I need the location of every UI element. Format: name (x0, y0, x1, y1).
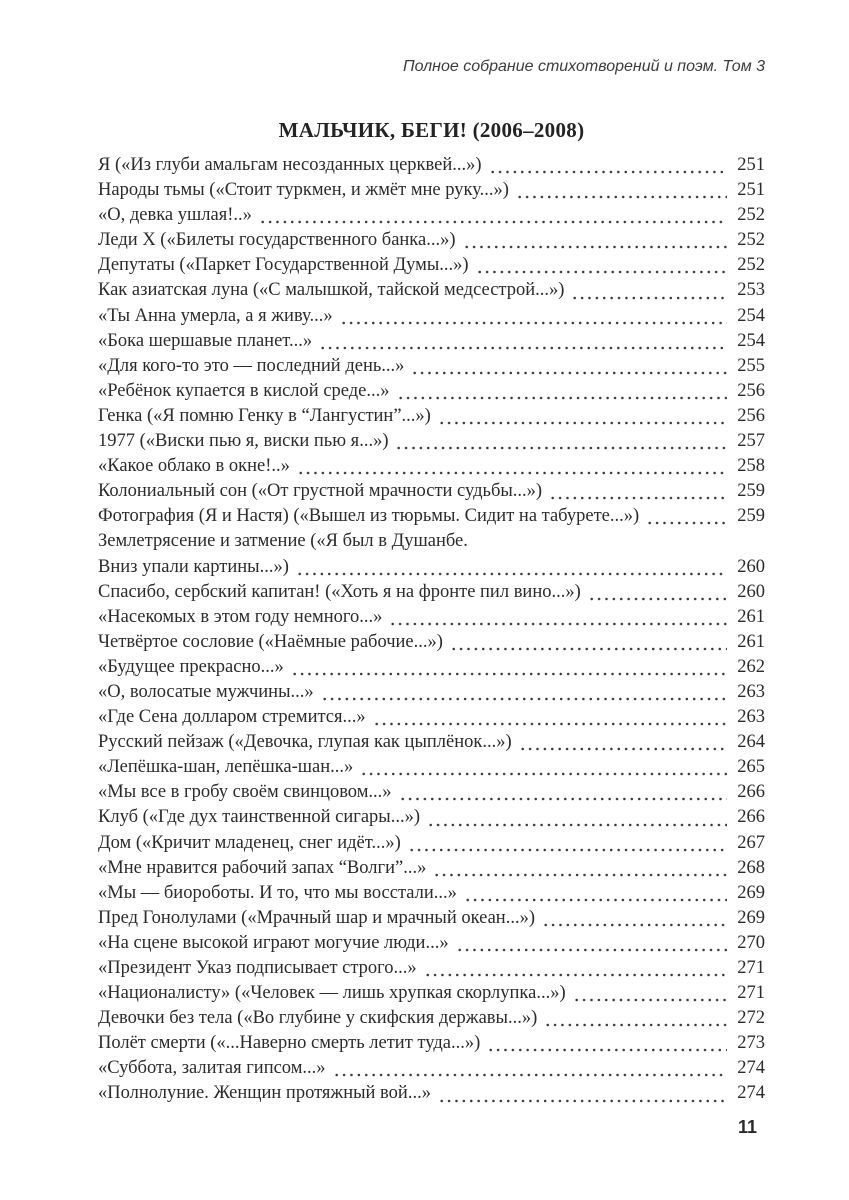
toc-entry-title: Я («Из глуби амальгам несозданных церквей...») (98, 155, 482, 175)
toc-entry-page: 257 (737, 431, 765, 452)
toc-dot-leader (542, 1023, 727, 1027)
toc-dot-leader (462, 898, 727, 902)
toc-entry-page: 252 (737, 205, 765, 226)
toc-entry-title: Четвёртое сословие («Наёмные рабочие...») (98, 631, 443, 652)
toc-entry (98, 479, 765, 504)
toc-entry-title: Фотография (Я и Настя) («Вышел из тюрьмы. Сидит на табурете...») (98, 506, 640, 527)
toc-dot-leader (569, 296, 727, 300)
toc-entry-title: «Суббота, залитая гипсом...» (98, 1058, 326, 1079)
toc-dot-leader (317, 346, 727, 350)
toc-entry-title: Дом («Кричит младенец, снег идёт...») (98, 832, 401, 853)
toc-entry-title: «О, девка ушлая!..» (98, 205, 252, 226)
toc-entry (98, 881, 765, 906)
toc-entry-page: 263 (737, 681, 765, 702)
toc-dot-leader (294, 572, 727, 576)
toc-entry-title: «Полнолуние. Женщин протяжный вой...» (98, 1083, 431, 1104)
toc-entry-title: Генка («Я помню Генку в “Лангустин”...») (98, 405, 431, 426)
toc-entry (98, 755, 765, 780)
toc-entry-page: 274 (737, 1083, 765, 1104)
toc-entry-title: «Мы — биороботы. И то, что мы восстали...» (98, 882, 457, 903)
toc-dot-leader (571, 998, 727, 1002)
toc-entry (98, 931, 765, 956)
toc-entry-title: Клуб («Где дух таинственной сигары...») (98, 807, 421, 828)
toc-entry (98, 454, 765, 479)
toc-entry (98, 831, 765, 856)
toc-entry-page: 269 (737, 882, 765, 903)
toc-entry (98, 354, 765, 379)
toc-dot-leader (338, 321, 727, 325)
toc-dot-leader (454, 948, 727, 952)
toc-dot-leader (436, 1099, 727, 1103)
toc-entry-page: 256 (737, 380, 765, 401)
toc-entry-page: 258 (737, 456, 765, 477)
toc-dot-leader (397, 797, 727, 801)
toc-entry (98, 379, 765, 404)
toc-dot-leader (487, 170, 727, 174)
toc-dot-leader (358, 772, 727, 776)
toc-list (98, 153, 765, 1107)
toc-entry-title: Как азиатская луна («С малышкой, тайской медсестрой...») (98, 280, 565, 301)
toc-entry-title: «Для кого-то это — последний день...» (98, 355, 405, 376)
toc-entry (98, 203, 765, 228)
toc-entry-page: 266 (737, 807, 765, 828)
toc-entry (98, 178, 765, 203)
toc-entry-page: 269 (737, 907, 765, 928)
section-title: МАЛЬЧИК, БЕГИ! (2006–2008) (278, 118, 585, 142)
toc-entry (98, 630, 765, 655)
toc-entry-title: Землетрясение и затмение («Я был в Душанбе. (98, 531, 468, 552)
toc-entry-title: «Насекомых в этом году немного...» (98, 606, 383, 627)
toc-entry-title: Пред Гонолулами («Мрачный шар и мрачный океан...») (98, 907, 535, 928)
toc-dot-leader (395, 396, 728, 400)
toc-entry-page: 271 (737, 983, 765, 1004)
toc-entry-page: 255 (737, 355, 765, 376)
toc-entry (98, 504, 765, 529)
toc-entry-page: 260 (737, 556, 765, 577)
toc-entry-page: 251 (737, 180, 765, 201)
toc-entry (98, 856, 765, 881)
toc-dot-leader (448, 647, 727, 651)
toc-entry (98, 580, 765, 605)
toc-entry (98, 253, 765, 278)
toc-entry-page: 262 (737, 656, 765, 677)
toc-entry-title: «На сцене высокой играют могучие люди...» (98, 932, 449, 953)
toc-entry-title: «Лепёшка-шан, лепёшка-шан...» (98, 757, 354, 778)
toc-entry-title: Депутаты («Паркет Государственной Думы...») (98, 255, 469, 276)
toc-entry-page: 254 (737, 305, 765, 326)
toc-entry (98, 228, 765, 253)
toc-dot-leader (586, 597, 727, 601)
toc-entry (98, 404, 765, 429)
toc-entry (98, 529, 765, 554)
toc-entry (98, 605, 765, 630)
toc-entry-title: Девочки без тела («Во глубине у скифския державы...») (98, 1008, 538, 1029)
toc-entry-page: 268 (737, 857, 765, 878)
toc-entry-page: 252 (737, 255, 765, 276)
toc-dot-leader (517, 747, 727, 751)
toc-entry (98, 278, 765, 303)
toc-entry-title: «Какое облако в окне!..» (98, 456, 290, 477)
toc-entry-page: 254 (737, 330, 765, 351)
toc-entry (98, 956, 765, 981)
toc-entry-page: 261 (737, 606, 765, 627)
toc-dot-leader (431, 873, 727, 877)
toc-entry-page: 253 (737, 280, 765, 301)
toc-entry (98, 153, 765, 178)
toc-entry-page: 259 (737, 506, 765, 527)
toc-entry (98, 429, 765, 454)
toc-entry-page: 260 (737, 581, 765, 602)
toc-entry-title: Колониальный сон («От грустной мрачности судьбы...») (98, 481, 543, 502)
toc-dot-leader (422, 973, 727, 977)
toc-dot-leader (540, 923, 727, 927)
toc-entry (98, 1006, 765, 1031)
page-number: 11 (737, 1117, 757, 1137)
toc-entry-page: 272 (737, 1008, 765, 1029)
toc-dot-leader (474, 270, 727, 274)
toc-entry-title: «О, волосатые мужчины...» (98, 681, 314, 702)
toc-dot-leader (644, 521, 727, 525)
toc-entry-page: 271 (737, 958, 765, 978)
toc-entry-page: 266 (737, 782, 765, 803)
toc-dot-leader (425, 823, 727, 827)
toc-entry-title: Спасибо, сербский капитан! («Хоть я на фронте пил вино...») (98, 581, 581, 602)
toc-dot-leader (406, 848, 727, 852)
toc-entry-title: «Бока шершавые планет...» (98, 330, 313, 351)
toc-dot-leader (331, 1073, 727, 1077)
toc-entry (98, 680, 765, 705)
toc-dot-leader (387, 622, 727, 626)
toc-entry-page: 264 (737, 732, 765, 753)
toc-entry-title: Народы тьмы («Стоит туркмен, и жмёт мне руку...») (98, 180, 509, 201)
toc-entry-title: Русский пейзаж («Девочка, глупая как цыплёнок...») (98, 732, 512, 753)
toc-entry-title: «Будущее прекрасно...» (98, 656, 284, 677)
toc-entry-title: 1977 («Виски пью я, виски пью я...») (98, 431, 389, 452)
toc-dot-leader (289, 672, 727, 676)
toc-dot-leader (461, 245, 727, 249)
toc-dot-leader (547, 496, 727, 500)
toc-dot-leader (514, 195, 727, 199)
toc-dot-leader (319, 697, 727, 701)
toc-entry (98, 1031, 765, 1056)
toc-entry-title: «Мы все в гробу своём свинцовом...» (98, 782, 392, 803)
toc-dot-leader (257, 220, 727, 224)
toc-entry-title: «Президент Указ подписывает строго...» (98, 958, 417, 978)
toc-entry-title: «Ты Анна умерла, а я живу...» (98, 305, 333, 326)
toc-entry (98, 329, 765, 354)
toc-entry-title: Вниз упали картины...») (98, 556, 289, 577)
toc-entry (98, 906, 765, 931)
toc-entry-title: «Мне нравится рабочий запах “Волги”...» (98, 857, 427, 878)
toc-entry-title: Полёт смерти («...Наверно смерть летит туда...») (98, 1033, 481, 1054)
toc-entry-page: 267 (737, 832, 765, 853)
toc-entry-page: 263 (737, 707, 765, 728)
toc-entry-page: 265 (737, 757, 765, 778)
toc-entry-title: «Националисту» («Человек — лишь хрупкая скорлупка...») (98, 983, 566, 1004)
toc-entry (98, 705, 765, 730)
toc-entry (98, 981, 765, 1006)
toc-entry (98, 304, 765, 329)
toc-entry-page: 274 (737, 1058, 765, 1079)
toc-dot-leader (409, 371, 727, 375)
toc-entry (98, 555, 765, 580)
toc-entry (98, 805, 765, 830)
toc-entry-title: Леди Х («Билеты государственного банка...») (98, 230, 456, 251)
toc-entry-title: «Ребёнок купается в кислой среде...» (98, 380, 390, 401)
toc-dot-leader (485, 1048, 727, 1052)
toc-entry (98, 655, 765, 680)
toc-entry (98, 730, 765, 755)
toc-entry (98, 1056, 765, 1081)
toc-entry-page: 252 (737, 230, 765, 251)
toc-entry-page: 270 (737, 932, 765, 953)
toc-dot-leader (436, 421, 727, 425)
toc-entry-page: 259 (737, 481, 765, 502)
toc-entry (98, 780, 765, 805)
running-header: Полное собрание стихотворений и поэм. Том 3 (402, 58, 765, 75)
toc-dot-leader (393, 446, 727, 450)
toc-dot-leader (371, 722, 727, 726)
toc-entry-page: 261 (737, 631, 765, 652)
toc-dot-leader (295, 471, 727, 475)
toc-entry-title: «Где Сена долларом стремится...» (98, 707, 366, 728)
toc-entry-page: 273 (737, 1033, 765, 1054)
toc-entry-page: 256 (737, 405, 765, 426)
toc-entry-page: 251 (737, 155, 765, 175)
toc-entry (98, 1081, 765, 1106)
